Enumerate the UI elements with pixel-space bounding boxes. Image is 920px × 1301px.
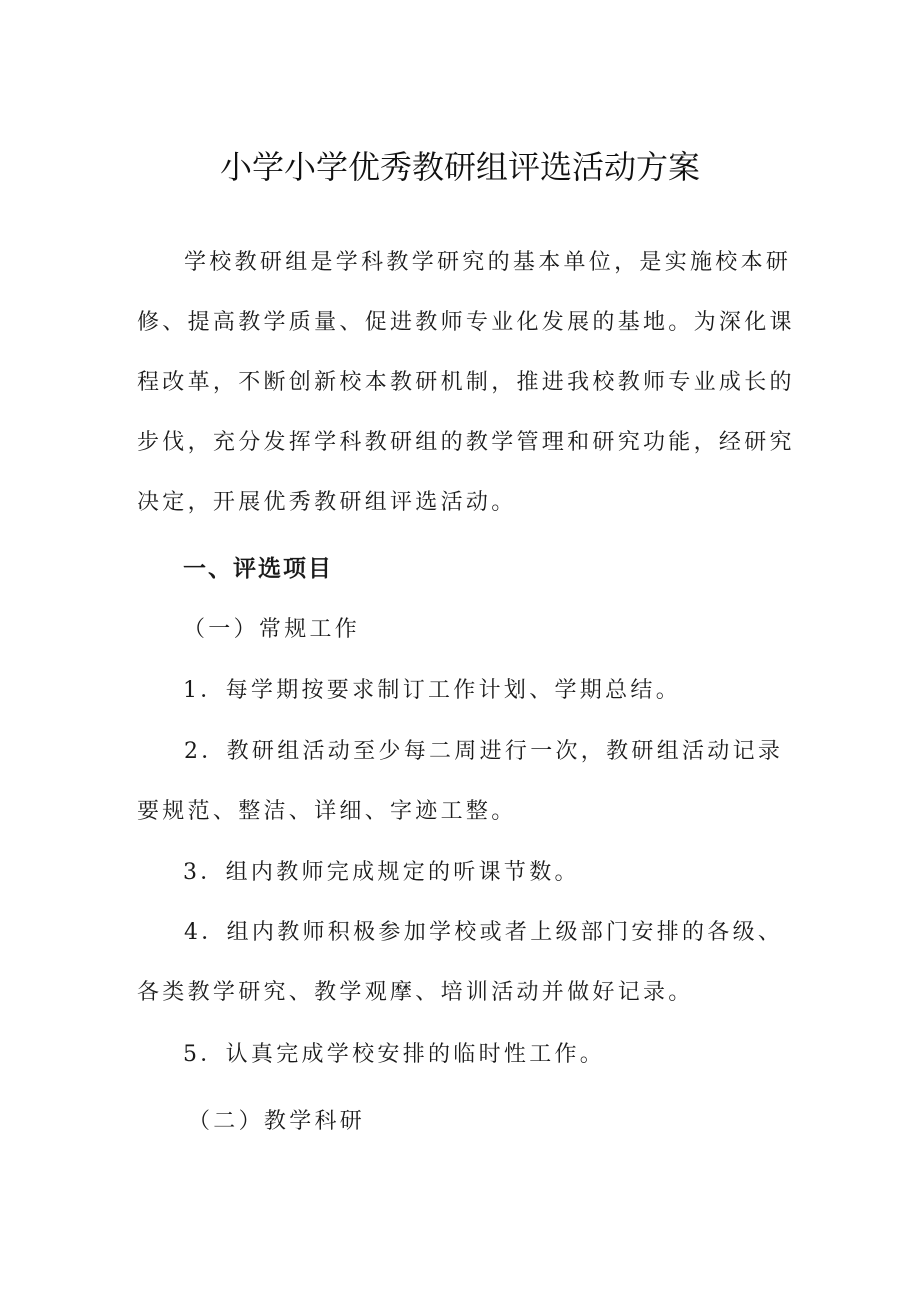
list-item-1: 1．每学期按要求制订工作计划、学期总结。 <box>183 678 681 703</box>
intro-paragraph: 学校教研组是学科教学研究的基本单位，是实施校本研修、提高教学质量、促进教师专业化发展的基地。为深化课程改革，不断创新校本教研机制，推进我校教师专业成长的步伐，充分发挥学科教研组的教学管理和研究功能，经研究决定，开展优秀教研组评选活动。 <box>137 250 795 515</box>
list-item-3: 3．组内教师完成规定的听课节数。 <box>183 860 580 885</box>
list-item-4: 4．组内教师积极参加学校或者上级部门安排的各级、各类教学研究、教学观摩、培训活动并做好记录。 <box>137 920 784 1005</box>
subsection-heading-teaching-research: （二）教学科研 <box>188 1109 366 1134</box>
subsection-heading-routine-work: （一）常规工作 <box>183 617 361 642</box>
section-heading-evaluation-items: 一、评选项目 <box>183 556 333 582</box>
list-item-2: 2．教研组活动至少每二周进行一次，教研组活动记录要规范、整洁、详细、字迹工整。 <box>137 739 784 824</box>
document-title: 小学小学优秀教研组评选活动方案 <box>219 148 700 186</box>
list-item-5: 5．认真完成学校安排的临时性工作。 <box>183 1042 606 1067</box>
